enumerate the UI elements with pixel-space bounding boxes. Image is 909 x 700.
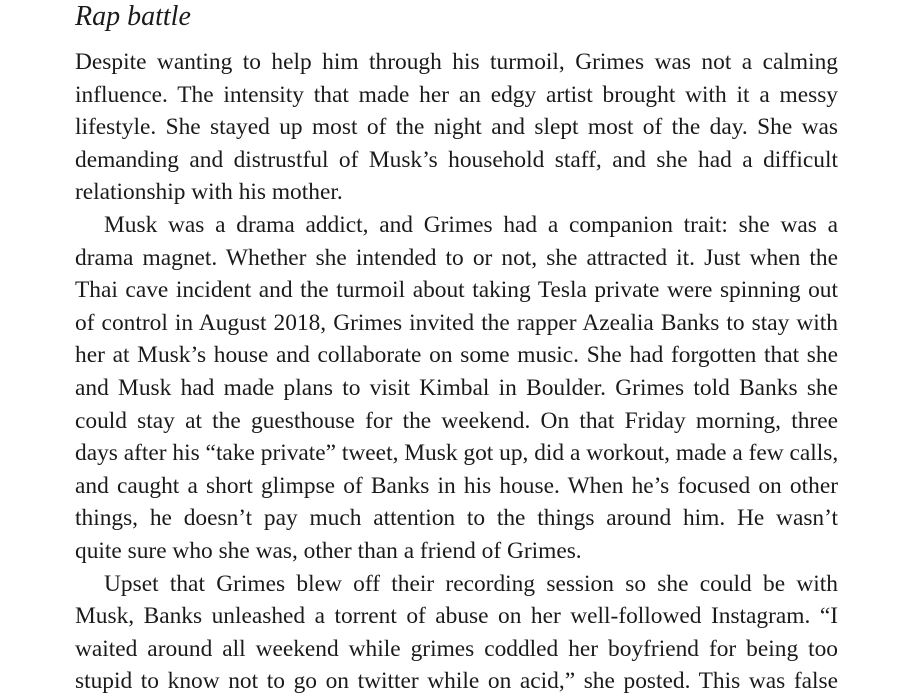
text-line: Thai cave incident and the turmoil about taking Tesla private were spinning out (75, 277, 838, 304)
text-line: could stay at the guesthouse for the weekend. On that Friday morning, three (75, 407, 838, 434)
book-page (75, 0, 838, 698)
text-line: her at Musk’s house and collaborate on some music. She had forgotten that she (75, 342, 838, 369)
text-line: lifestyle. She stayed up most of the night and slept most of the day. She was (75, 114, 838, 141)
text-line: Musk, Banks unleashed a torrent of abuse on her well-followed Instagram. “I (75, 603, 838, 630)
text-line: relationship with his mother. (75, 179, 343, 206)
text-line: things, he doesn’t pay much attention to the things around him. He wasn’t (75, 505, 838, 532)
text-line: and caught a short glimpse of Banks in his house. When he’s focused on other (75, 472, 838, 499)
paragraph-2 (75, 209, 838, 568)
text-line: quite sure who she was, other than a friend of Grimes. (75, 537, 582, 564)
text-line: Musk was a drama addict, and Grimes had a companion trait: she was a (104, 211, 838, 238)
text-line: Upset that Grimes blew off their recording session so she could be with (104, 570, 838, 597)
text-line: demanding and distrustful of Musk’s household staff, and she had a difficult (75, 146, 838, 173)
paragraph-3 (75, 568, 838, 698)
paragraph-1 (75, 46, 838, 209)
text-line: stupid to know not to go on twitter while on acid,” she posted. This was false (75, 668, 838, 695)
text-line: drama magnet. Whether she intended to or not, she attracted it. Just when the (75, 244, 838, 271)
text-line: and Musk had made plans to visit Kimbal in Boulder. Grimes told Banks she (75, 374, 838, 401)
text-line: Despite wanting to help him through his turmoil, Grimes was not a calming (75, 49, 838, 75)
text-line: days after his “take private” tweet, Musk got up, did a workout, made a few calls, (75, 440, 839, 467)
text-line: of control in August 2018, Grimes invited the rapper Azealia Banks to stay with (75, 309, 838, 336)
text-line: influence. The intensity that made her an edgy artist brought with it a messy (75, 81, 838, 108)
text-line: waited around all weekend while grimes coddled her boyfriend for being too (75, 635, 838, 662)
section-title: Rap battle (75, 1, 191, 32)
